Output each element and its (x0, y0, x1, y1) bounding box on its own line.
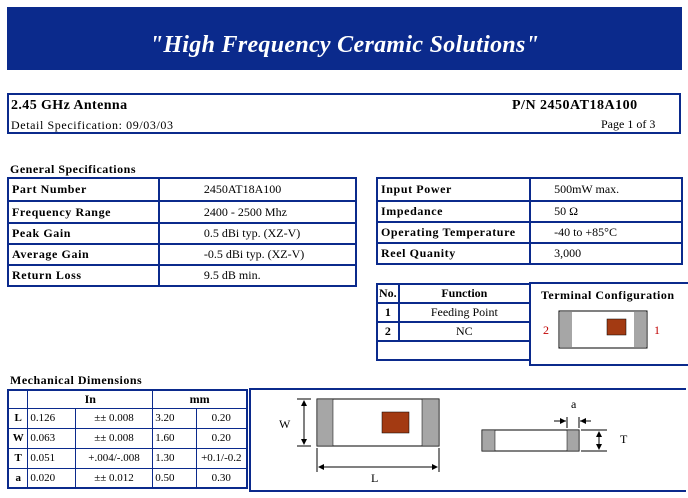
dim-in-tol: ±± 0.008 (75, 428, 152, 448)
dim-in: 0.126 (28, 408, 75, 428)
terminal-pad-left (560, 312, 572, 347)
spec-value: 3,000 (530, 243, 682, 264)
dim-in: 0.020 (28, 468, 75, 488)
col-in-header: In (28, 390, 153, 408)
terminal-pad-right (634, 312, 646, 347)
spec-row (377, 201, 682, 222)
spec-value: 2400 - 2500 Mhz (159, 201, 356, 223)
dimension-row (8, 408, 247, 428)
banner-title: "High Frequency Ceramic Solutions" (149, 32, 540, 58)
terminal-no: 2 (377, 322, 399, 341)
col-function-header: Function (399, 284, 530, 303)
spec-row (8, 265, 356, 286)
spec-row (377, 178, 682, 201)
label-a: a (571, 397, 577, 411)
spec-label: Part Number (8, 178, 159, 201)
dim-label: a (8, 468, 28, 488)
header-banner (7, 7, 682, 70)
top-view-pad-right (422, 399, 439, 446)
dim-mm: 1.60 (153, 428, 196, 448)
terminal-label-1: 1 (654, 323, 660, 337)
label-l: L (371, 471, 379, 485)
dim-mm-tol: 0.20 (196, 428, 247, 448)
dim-in-tol: +.004/-.008 (75, 448, 152, 468)
dimension-row (8, 448, 247, 468)
dimension-row (8, 428, 247, 448)
page-indicator: Page 1 of 3 (601, 117, 656, 131)
side-view-pad-right (567, 430, 579, 451)
terminal-label-2: 2 (543, 323, 549, 337)
spec-value: 0.5 dBi typ. (XZ-V) (159, 223, 356, 244)
terminal-function: NC (399, 322, 530, 341)
feed-marker (607, 319, 626, 335)
dim-in: 0.051 (28, 448, 75, 468)
dim-in: 0.063 (28, 428, 75, 448)
general-specs-table-left (7, 177, 357, 287)
terminal-row (377, 303, 530, 322)
spec-label: Reel Quanity (377, 243, 530, 264)
dim-mm-tol: 0.20 (196, 408, 247, 428)
spec-row (377, 222, 682, 243)
top-view-pad-left (317, 399, 333, 446)
top-view-feed-marker (382, 412, 409, 433)
dim-in-tol: ±± 0.012 (75, 468, 152, 488)
spec-label: Operating Temperature (377, 222, 530, 243)
terminal-row (377, 322, 530, 341)
spec-row (8, 223, 356, 244)
spec-value: 2450AT18A100 (159, 178, 356, 201)
dim-in-tol: ±± 0.008 (75, 408, 152, 428)
dimension-row (8, 468, 247, 488)
spec-value: 500mW max. (530, 178, 682, 201)
terminal-no: 1 (377, 303, 399, 322)
side-view-pad-left (482, 430, 495, 451)
spec-row (8, 178, 356, 201)
dim-mm-tol: 0.30 (196, 468, 247, 488)
terminal-function-table (376, 283, 531, 361)
general-specs-table-right (376, 177, 683, 265)
spec-value: -40 to +85°C (530, 222, 682, 243)
dim-mm: 0.50 (153, 468, 196, 488)
spec-value: -0.5 dBi typ. (XZ-V) (159, 244, 356, 265)
dim-mm: 1.30 (153, 448, 196, 468)
dim-label: W (8, 428, 28, 448)
terminal-config-drawing (558, 310, 648, 350)
terminal-config-title: Terminal Configuration (541, 288, 675, 302)
dim-mm: 3.20 (153, 408, 196, 428)
spec-label: Impedance (377, 201, 530, 222)
mechanical-title: Mechanical Dimensions (10, 373, 143, 387)
spec-value: 9.5 dB min. (159, 265, 356, 286)
spec-label: Frequency Range (8, 201, 159, 223)
spec-date: Detail Specification: 09/03/03 (11, 118, 174, 132)
spec-label: Peak Gain (8, 223, 159, 244)
terminal-function: Feeding Point (399, 303, 530, 322)
product-name: 2.45 GHz Antenna (11, 98, 128, 113)
general-specs-title: General Specifications (10, 162, 136, 176)
spec-row (8, 244, 356, 265)
spec-row (377, 243, 682, 264)
spec-row (8, 201, 356, 223)
col-no-header: No. (377, 284, 399, 303)
spec-value: 50 Ω (530, 201, 682, 222)
part-number-heading: P/N 2450AT18A100 (512, 98, 638, 113)
label-w: W (279, 417, 291, 431)
spec-label: Average Gain (8, 244, 159, 265)
label-t: T (620, 432, 628, 446)
dim-label: T (8, 448, 28, 468)
mechanical-table (7, 389, 248, 489)
spec-label: Input Power (377, 178, 530, 201)
dim-mm-tol: +0.1/-0.2 (196, 448, 247, 468)
spec-label: Return Loss (8, 265, 159, 286)
col-mm-header: mm (153, 390, 247, 408)
dim-label: L (8, 408, 28, 428)
